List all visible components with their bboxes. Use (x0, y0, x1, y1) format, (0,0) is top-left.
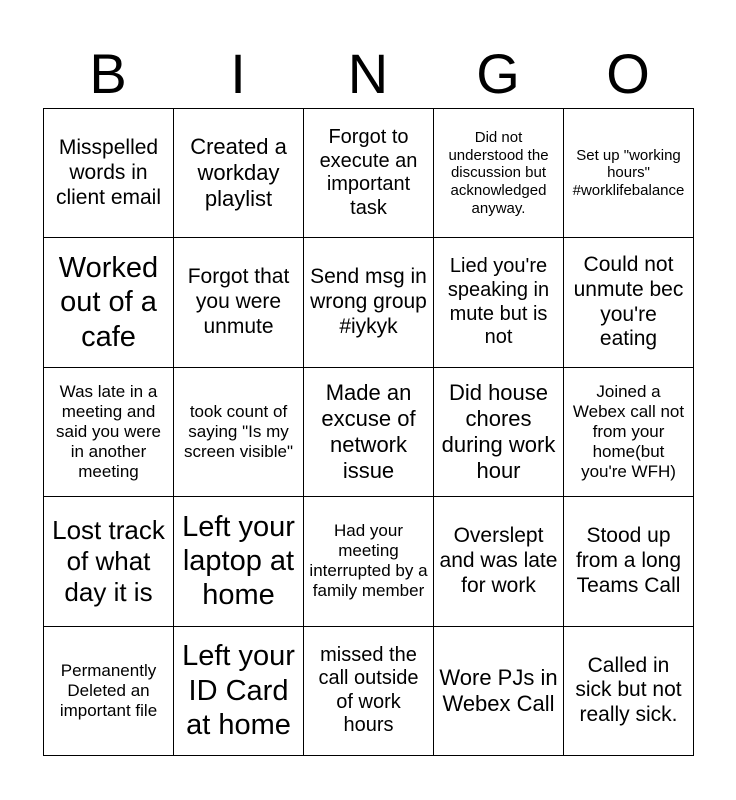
board-row-4 (44, 497, 694, 626)
bingo-cell-5-3[interactable]: missed the call outside of work hours (304, 626, 434, 755)
bingo-cell-2-4[interactable]: Lied you're speaking in mute but is not (434, 238, 564, 367)
bingo-cell-1-2[interactable]: Created a workday playlist (174, 109, 304, 238)
bingo-cell-3-5[interactable]: Joined a Webex call not from your home(but you're WFH) (564, 367, 694, 496)
header-letter-n: N (347, 42, 389, 105)
bingo-board (43, 108, 694, 756)
header-letter-g: G (476, 42, 520, 105)
bingo-cell-3-1[interactable]: Was late in a meeting and said you were in another meeting (44, 367, 174, 496)
bingo-cell-4-3[interactable]: Had your meeting interrupted by a family member (304, 497, 434, 626)
bingo-cell-5-5[interactable]: Called in sick but not really sick. (564, 626, 694, 755)
header-letter-i: I (230, 42, 246, 105)
board-row-1 (44, 109, 694, 238)
header-letter-o: O (606, 42, 650, 105)
bingo-cell-2-3[interactable]: Send msg in wrong group #iykyk (304, 238, 434, 367)
bingo-cell-4-2[interactable]: Left your laptop at home (174, 497, 304, 626)
bingo-header (43, 40, 693, 108)
board-row-5 (44, 626, 694, 755)
board-row-2 (44, 238, 694, 367)
bingo-cell-5-2[interactable]: Left your ID Card at home (174, 626, 304, 755)
board-row-3 (44, 367, 694, 496)
bingo-cell-1-3[interactable]: Forgot to execute an important task (304, 109, 434, 238)
bingo-cell-4-1[interactable]: Lost track of what day it is (44, 497, 174, 626)
bingo-cell-3-3[interactable]: Made an excuse of network issue (304, 367, 434, 496)
bingo-cell-4-4[interactable]: Overslept and was late for work (434, 497, 564, 626)
bingo-cell-1-4[interactable]: Did not understood the discussion but acknowledged anyway. (434, 109, 564, 238)
bingo-cell-1-5[interactable]: Set up "working hours" #worklifebalance (564, 109, 694, 238)
bingo-cell-2-5[interactable]: Could not unmute bec you're eating (564, 238, 694, 367)
bingo-cell-5-1[interactable]: Permanently Deleted an important file (44, 626, 174, 755)
bingo-cell-5-4[interactable]: Wore PJs in Webex Call (434, 626, 564, 755)
bingo-cell-4-5[interactable]: Stood up from a long Teams Call (564, 497, 694, 626)
header-letter-b: B (89, 42, 127, 105)
bingo-cell-3-2[interactable]: took count of saying "Is my screen visible" (174, 367, 304, 496)
bingo-cell-2-1[interactable]: Worked out of a cafe (44, 238, 174, 367)
bingo-cell-1-1[interactable]: Misspelled words in client email (44, 109, 174, 238)
bingo-cell-3-4[interactable]: Did house chores during work hour (434, 367, 564, 496)
bingo-cell-2-2[interactable]: Forgot that you were unmute (174, 238, 304, 367)
